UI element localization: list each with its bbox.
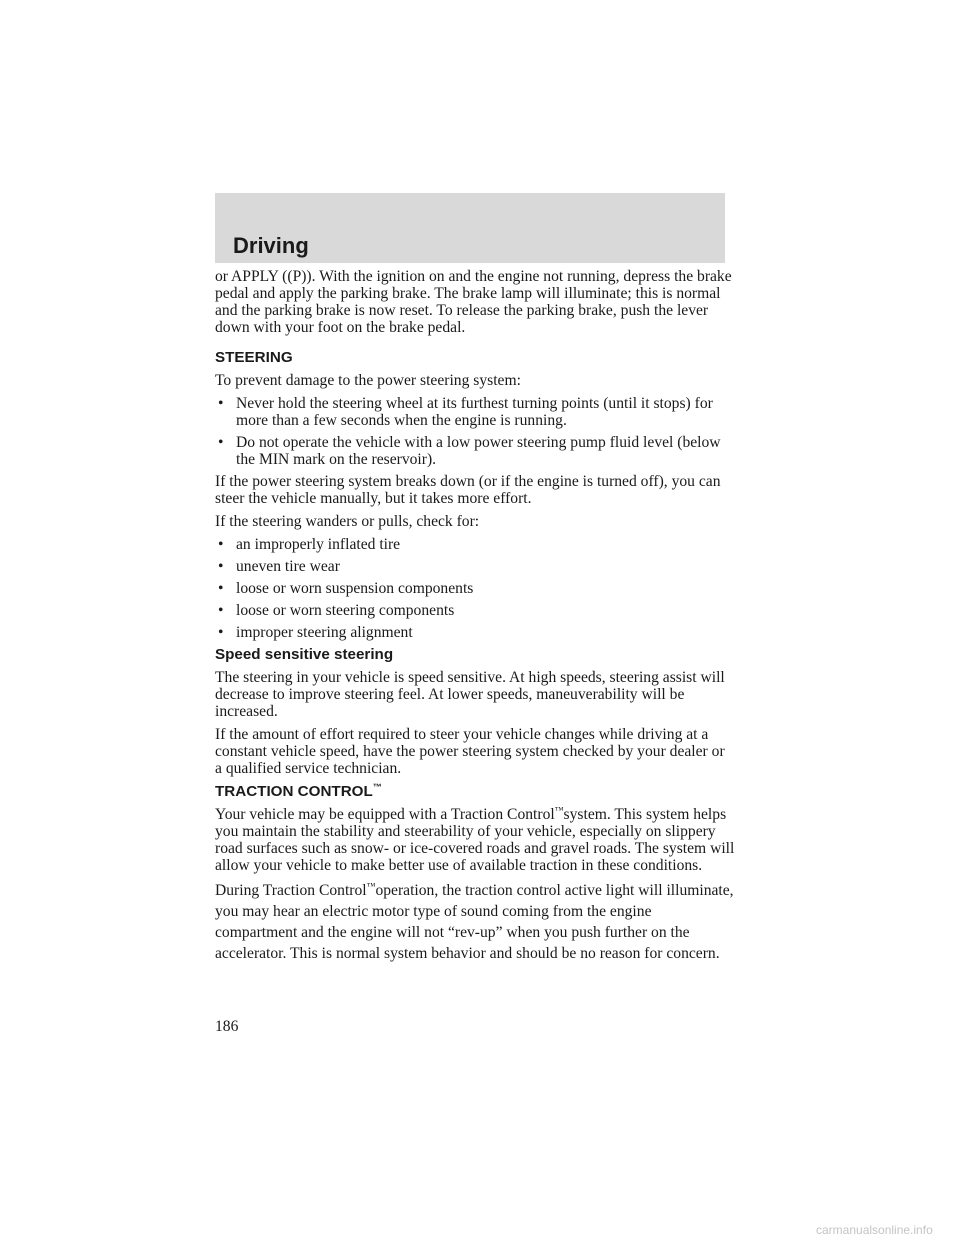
trademark-icon: ™ (366, 880, 376, 891)
bullet-icon: • (218, 536, 224, 553)
bullet-icon: • (218, 395, 224, 412)
steering-lead: To prevent damage to the power steering system: (215, 372, 521, 389)
traction-para1-a: Your vehicle may be equipped with a Traction Control (215, 806, 555, 823)
steering-bullet (215, 434, 735, 468)
check-item-text: an improperly inflated tire (236, 536, 401, 553)
traction-para2-a: During Traction Control (215, 882, 367, 899)
page-content (215, 268, 735, 970)
speed-sensitive-para2: If the amount of effort required to steer your vehicle changes while driving at a constant vehicle speed, have the power steering system checked by your dealer or a qualified service technician. (215, 726, 725, 777)
traction-para2 (215, 880, 735, 964)
traction-para1-b: system. This system helps you maintain the stability and steerability of your vehicle, especially on slippery road surfaces such as snow- or ice-covered roads and gravel roads. The system will allow your vehicle to make better use of available traction in these conditions. (215, 806, 735, 874)
speed-sensitive-para1: The steering in your vehicle is speed sensitive. At high speeds, steering assist will decrease to improve steering feel. At lower speeds, maneuverability will be increased. (215, 669, 725, 720)
speed-sensitive-heading: Speed sensitive steering (215, 646, 394, 663)
check-item-text: loose or worn suspension components (236, 580, 474, 597)
check-item (215, 602, 735, 619)
trademark-icon: ™ (554, 804, 564, 815)
steering-bullet (215, 395, 735, 429)
check-item-text: improper steering alignment (236, 624, 413, 641)
traction-heading-text: TRACTION CONTROL (215, 783, 373, 800)
page-number: 186 (215, 1018, 239, 1035)
steering-heading: STEERING (215, 349, 293, 366)
bullet-icon: • (218, 580, 224, 597)
section-header-band (215, 193, 725, 263)
check-item (215, 558, 735, 575)
check-item (215, 580, 735, 597)
watermark: carmanualsonline.info (816, 1223, 933, 1237)
trademark-icon: ™ (372, 781, 382, 792)
bullet-text: Do not operate the vehicle with a low power steering pump fluid level (below the MIN mark on the reservoir). (236, 434, 721, 468)
traction-para2-b: operation, the traction control active light will illuminate, you may hear an electric motor type of sound coming from the engine compartment and the engine will not “rev-up” when you push further on the accelerator. This is normal system behavior and should be no reason for concern. (215, 882, 734, 962)
traction-para1 (215, 806, 735, 874)
check-lead: If the steering wanders or pulls, check for: (215, 513, 480, 530)
bullet-icon: • (218, 602, 224, 619)
check-item (215, 536, 735, 553)
intro-paragraph: or APPLY ((P)). With the ignition on and the engine not running, depress the brake pedal and apply the parking brake. The brake lamp will illuminate; this is normal and the parking brake is now reset. To release the parking brake, push the lever down with your foot on the brake pedal. (215, 268, 732, 336)
bullet-icon: • (218, 624, 224, 641)
breakdown-paragraph: If the power steering system breaks down (or if the engine is turned off), you can steer the vehicle manually, but it takes more effort. (215, 473, 721, 507)
check-item (215, 624, 735, 641)
bullet-icon: • (218, 558, 224, 575)
traction-heading (215, 783, 735, 801)
bullet-icon: • (218, 434, 224, 451)
check-item-text: loose or worn steering components (236, 602, 455, 619)
section-title: Driving (233, 233, 309, 258)
check-item-text: uneven tire wear (236, 558, 340, 575)
bullet-text: Never hold the steering wheel at its furthest turning points (until it stops) for more than a few seconds when the engine is running. (236, 395, 713, 429)
